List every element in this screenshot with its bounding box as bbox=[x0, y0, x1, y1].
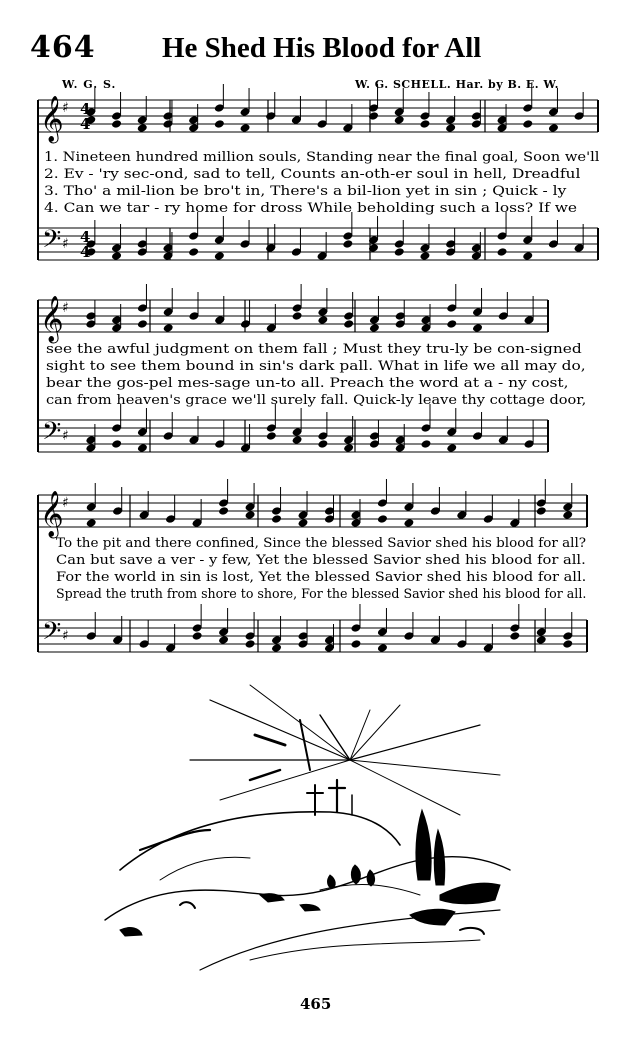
bass-notehead bbox=[509, 631, 520, 641]
lyric-line: 2. Ev - 'ry sec-ond, sad to tell, Counts an-oth-er soul in hell, Dreadful bbox=[44, 167, 581, 182]
bass-notehead bbox=[342, 239, 353, 249]
bass-clef-icon: 𝄢 bbox=[42, 617, 62, 652]
lyric-line: 4. Can we tar - ry home for dross While beholding such a loss? If we bbox=[44, 201, 578, 216]
time-signature: 4 bbox=[80, 100, 91, 118]
lyric-line: Can but save a ver - y few, Yet the blessed Savior shed his blood for all. bbox=[56, 553, 586, 568]
words-credit: W. G. S. bbox=[62, 78, 117, 91]
lyric-line: sight to see them bound in sin's dark pall. What in life we all may do, bbox=[46, 359, 586, 374]
sharp-icon: ♯ bbox=[62, 100, 69, 116]
bass-notehead bbox=[394, 247, 405, 257]
hymn-number: 464 bbox=[30, 30, 96, 65]
treble-clef-icon: 𝄞 bbox=[40, 491, 64, 537]
treble-notehead bbox=[522, 119, 533, 129]
treble-notehead bbox=[403, 518, 414, 528]
lyric-line: can from heaven's grace we'll surely fall. Quick-ly leave thy cottage door, bbox=[46, 393, 587, 408]
sharp-icon: ♯ bbox=[62, 300, 69, 316]
bass-notehead bbox=[562, 639, 573, 649]
bass-clef-icon: 𝄢 bbox=[42, 225, 62, 260]
treble-notehead bbox=[245, 510, 256, 520]
treble-notehead bbox=[292, 311, 303, 321]
music-credit: W. G. SCHELL. Har. by B. E. W. bbox=[355, 78, 559, 91]
sharp-icon: ♯ bbox=[62, 495, 69, 511]
bass-notehead bbox=[111, 251, 122, 261]
treble-notehead bbox=[548, 123, 559, 133]
treble-notehead bbox=[240, 123, 251, 133]
lyric-line: For the world in sin is lost, Yet the blessed Savior shed his blood for all. bbox=[56, 570, 587, 585]
bass-notehead bbox=[218, 635, 229, 645]
lyric-line: 1. Nineteen hundred million souls, Standing near the final goal, Soon we'll bbox=[44, 150, 600, 165]
treble-notehead bbox=[317, 315, 328, 325]
bass-notehead bbox=[536, 635, 547, 645]
treble-notehead bbox=[86, 518, 97, 528]
bass-notehead bbox=[111, 439, 122, 449]
bass-notehead bbox=[266, 431, 277, 441]
treble-notehead bbox=[137, 319, 148, 329]
time-signature: 4 bbox=[80, 115, 91, 133]
bass-notehead bbox=[292, 435, 303, 445]
hymn-title: He Shed His Blood for All bbox=[162, 32, 482, 64]
bass-notehead bbox=[343, 443, 354, 453]
treble-notehead bbox=[445, 123, 456, 133]
lyric-line: 3. Tho' a mil-lion be bro't in, There's a bil-lion yet in sin ; Quick - ly bbox=[44, 184, 567, 199]
treble-notehead bbox=[111, 119, 122, 129]
sharp-icon: ♯ bbox=[62, 628, 69, 644]
treble-notehead bbox=[419, 119, 430, 129]
time-signature: 4 bbox=[80, 228, 91, 246]
lyric-line: see the awful judgment on them fall ; Must they tru-ly be con-signed bbox=[46, 342, 582, 357]
bass-notehead bbox=[192, 631, 203, 641]
treble-notehead bbox=[137, 123, 148, 133]
treble-notehead bbox=[394, 115, 405, 125]
treble-notehead bbox=[271, 514, 282, 524]
treble-notehead bbox=[472, 323, 483, 333]
treble-notehead bbox=[536, 506, 547, 516]
lyric-line: bear the gos-pel mes-sage un-to all. Preach the word at a - ny cost, bbox=[46, 376, 569, 391]
sharp-icon: ♯ bbox=[62, 428, 69, 444]
treble-notehead bbox=[446, 319, 457, 329]
treble-notehead bbox=[214, 119, 225, 129]
lyric-line: Spread the truth from shore to shore, For the blessed Savior shed his blood for all. bbox=[56, 587, 587, 602]
bass-notehead bbox=[137, 443, 148, 453]
bass-notehead bbox=[419, 251, 430, 261]
bass-notehead bbox=[214, 251, 225, 261]
treble-notehead bbox=[218, 506, 229, 516]
page-number: 465 bbox=[300, 995, 332, 1013]
treble-notehead bbox=[298, 518, 309, 528]
treble-notehead bbox=[343, 319, 354, 329]
bass-notehead bbox=[522, 251, 533, 261]
bass-notehead bbox=[377, 643, 388, 653]
sharp-icon: ♯ bbox=[62, 236, 69, 252]
treble-notehead bbox=[369, 323, 380, 333]
bass-notehead bbox=[446, 443, 457, 453]
bass-notehead bbox=[497, 247, 508, 257]
time-signature: 4 bbox=[80, 243, 91, 261]
bass-notehead bbox=[188, 247, 199, 257]
bass-notehead bbox=[350, 639, 361, 649]
treble-notehead bbox=[562, 510, 573, 520]
bass-notehead bbox=[245, 639, 256, 649]
treble-clef-icon: 𝄞 bbox=[40, 96, 64, 142]
calvary-crosses-illustration bbox=[100, 680, 540, 980]
bass-notehead bbox=[271, 643, 282, 653]
bass-clef-icon: 𝄢 bbox=[42, 417, 62, 452]
bass-notehead bbox=[421, 439, 432, 449]
bass-notehead bbox=[317, 439, 328, 449]
treble-clef-icon: 𝄞 bbox=[40, 296, 64, 342]
lyric-line: To the pit and there confined, Since the blessed Savior shed his blood for all? bbox=[56, 536, 587, 551]
treble-notehead bbox=[377, 514, 388, 524]
treble-notehead bbox=[163, 323, 174, 333]
